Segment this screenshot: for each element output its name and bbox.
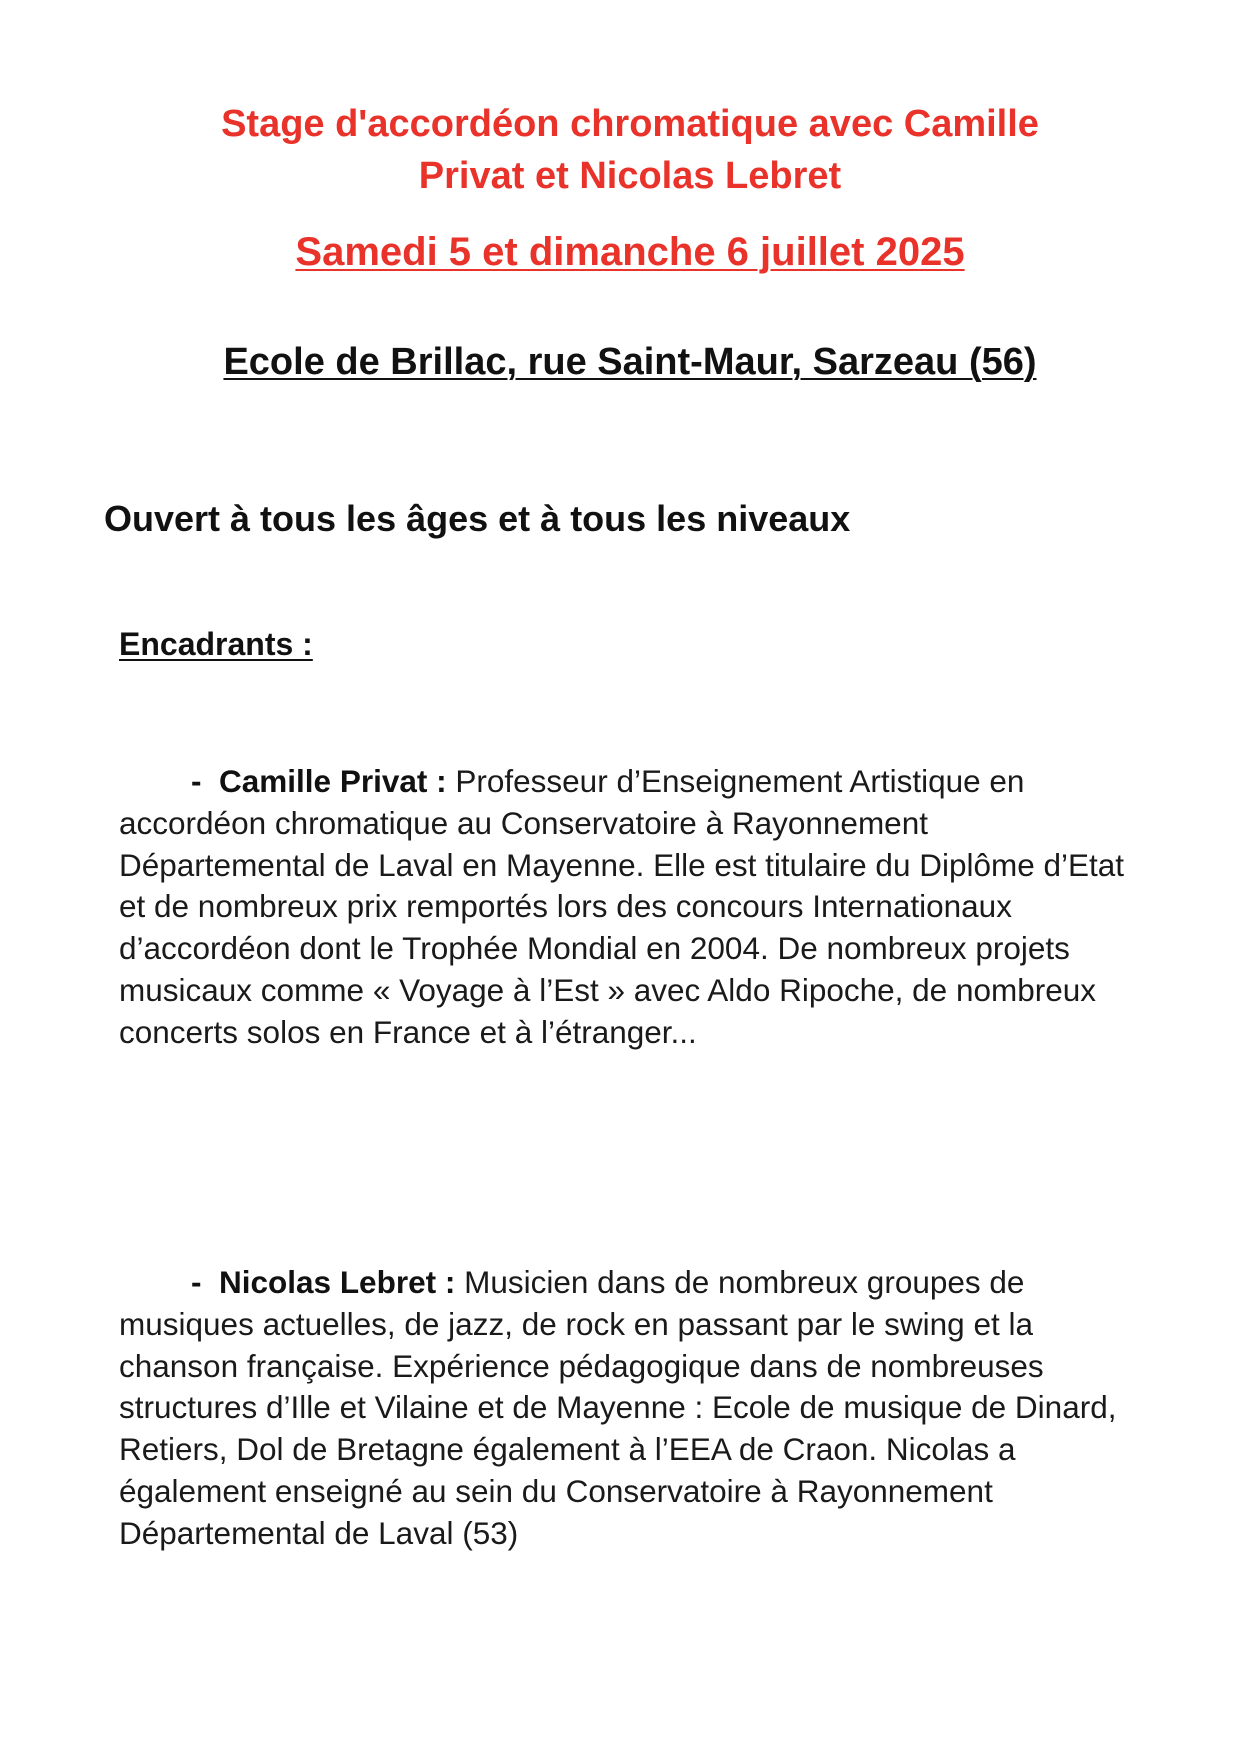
staff-bullet: - <box>191 763 202 799</box>
staff-bullet: - <box>191 1264 202 1300</box>
page-title-line-2: Privat et Nicolas Lebret <box>418 155 842 197</box>
audience-statement: Ouvert à tous les âges et à tous les niveaux <box>104 498 851 539</box>
event-venue: Ecole de Brillac, rue Saint-Maur, Sarzeau (56) <box>223 341 1037 383</box>
staff-heading: Encadrants : <box>119 626 313 662</box>
staff-member-nicolas-lebret <box>119 1262 1129 1555</box>
page-title-line-1: Stage d'accordéon chromatique avec Camille <box>221 103 1039 145</box>
staff-bio: Professeur d’Enseignement Artistique en accordéon chromatique au Conservatoire à Rayonnement Départemental de Laval en Mayenne. Elle est titulaire du Diplôme d’Etat et de nombreux prix remportés lors des concours Internationaux d’accordéon dont le Trophée Mondial en 2004. De nombreux projets musicaux comme « Voyage à l’Est » avec Aldo Ripoche, de nombreux concerts solos en France et à l’étranger... <box>119 763 1125 1050</box>
staff-bio: Musicien dans de nombreux groupes de musiques actuelles, de jazz, de rock en passant par le swing et la chanson française. Expérience pédagogique dans de nombreuses structures d’Ille et Vilaine et de Mayenne : Ecole de musique de Dinard, Retiers, Dol de Bretagne également à l’EEA de Craon. Nicolas a également enseigné au sein du Conservatoire à Rayonnement Départemental de Laval (53) <box>119 1264 1117 1551</box>
staff-name: Camille Privat : <box>219 763 447 799</box>
event-dates: Samedi 5 et dimanche 6 juillet 2025 <box>295 230 965 274</box>
staff-member-camille-privat <box>119 761 1129 1054</box>
staff-name: Nicolas Lebret : <box>219 1264 456 1300</box>
